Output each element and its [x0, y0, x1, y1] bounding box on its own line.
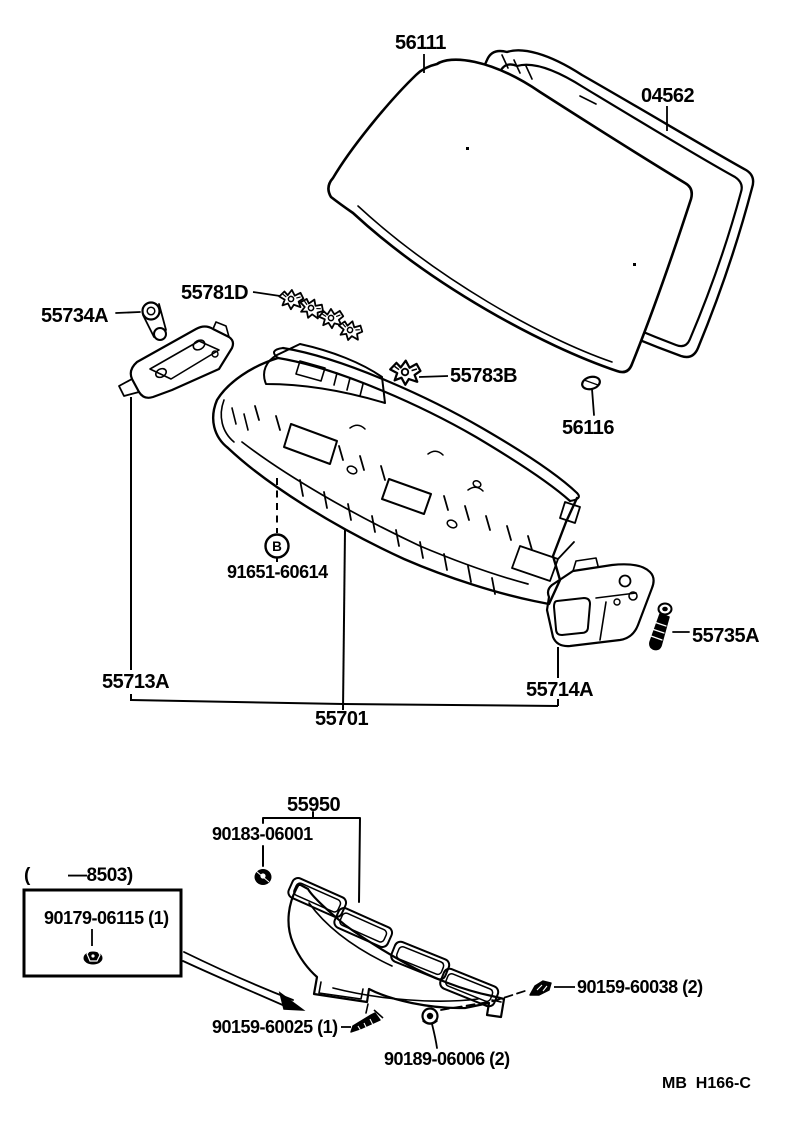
label-55735A: 55735A: [692, 625, 760, 647]
plug-56116-drawing: [581, 375, 601, 415]
label-55950: 55950: [287, 794, 341, 816]
label-90183-06001: 90183-06001: [212, 824, 313, 844]
label-90159-60025: 90159-60025 (1): [212, 1017, 338, 1037]
grommet-90183-drawing: [255, 869, 272, 885]
label-55781D: 55781D: [181, 282, 249, 304]
circle-b-glyph: B: [272, 539, 282, 554]
label-applicability-range: ( —8503): [24, 865, 133, 886]
clip-set-55781D-drawing: [253, 288, 364, 344]
bracket-55714A-drawing: [547, 558, 654, 646]
assembly-bracket-lines: [131, 397, 558, 710]
pointer-arrow: [183, 952, 303, 1010]
label-56111: 56111: [395, 32, 446, 54]
clip-55783B-drawing: [388, 358, 448, 387]
label-55701: 55701: [315, 708, 369, 730]
label-55713A: 55713A: [102, 671, 170, 693]
label-55714A: 55714A: [526, 679, 594, 701]
label-55734A: 55734A: [41, 305, 109, 327]
label-91651-60614: 91651-60614: [227, 562, 328, 582]
clip-90159-60038-drawing: [530, 981, 575, 995]
label-55783B: 55783B: [450, 365, 518, 387]
applicability-box: [24, 890, 181, 976]
bolt-symbol-91651-drawing: [266, 478, 289, 562]
label-90179-06115: 90179-06115 (1): [44, 908, 169, 928]
label-56116: 56116: [562, 417, 615, 439]
label-90159-60038: 90159-60038 (2): [577, 977, 703, 997]
label-90189-06006: 90189-06006 (2): [384, 1049, 510, 1069]
screw-90159-60025-drawing: [341, 1010, 383, 1032]
bracket-55713A-drawing: [119, 322, 233, 398]
stud-55735A-drawing: [650, 604, 689, 650]
page-code: MB H166-C: [662, 1075, 751, 1092]
nut-90179-drawing: [84, 950, 103, 965]
pin-55734A-drawing: [116, 303, 166, 341]
label-04562: 04562: [641, 85, 695, 107]
